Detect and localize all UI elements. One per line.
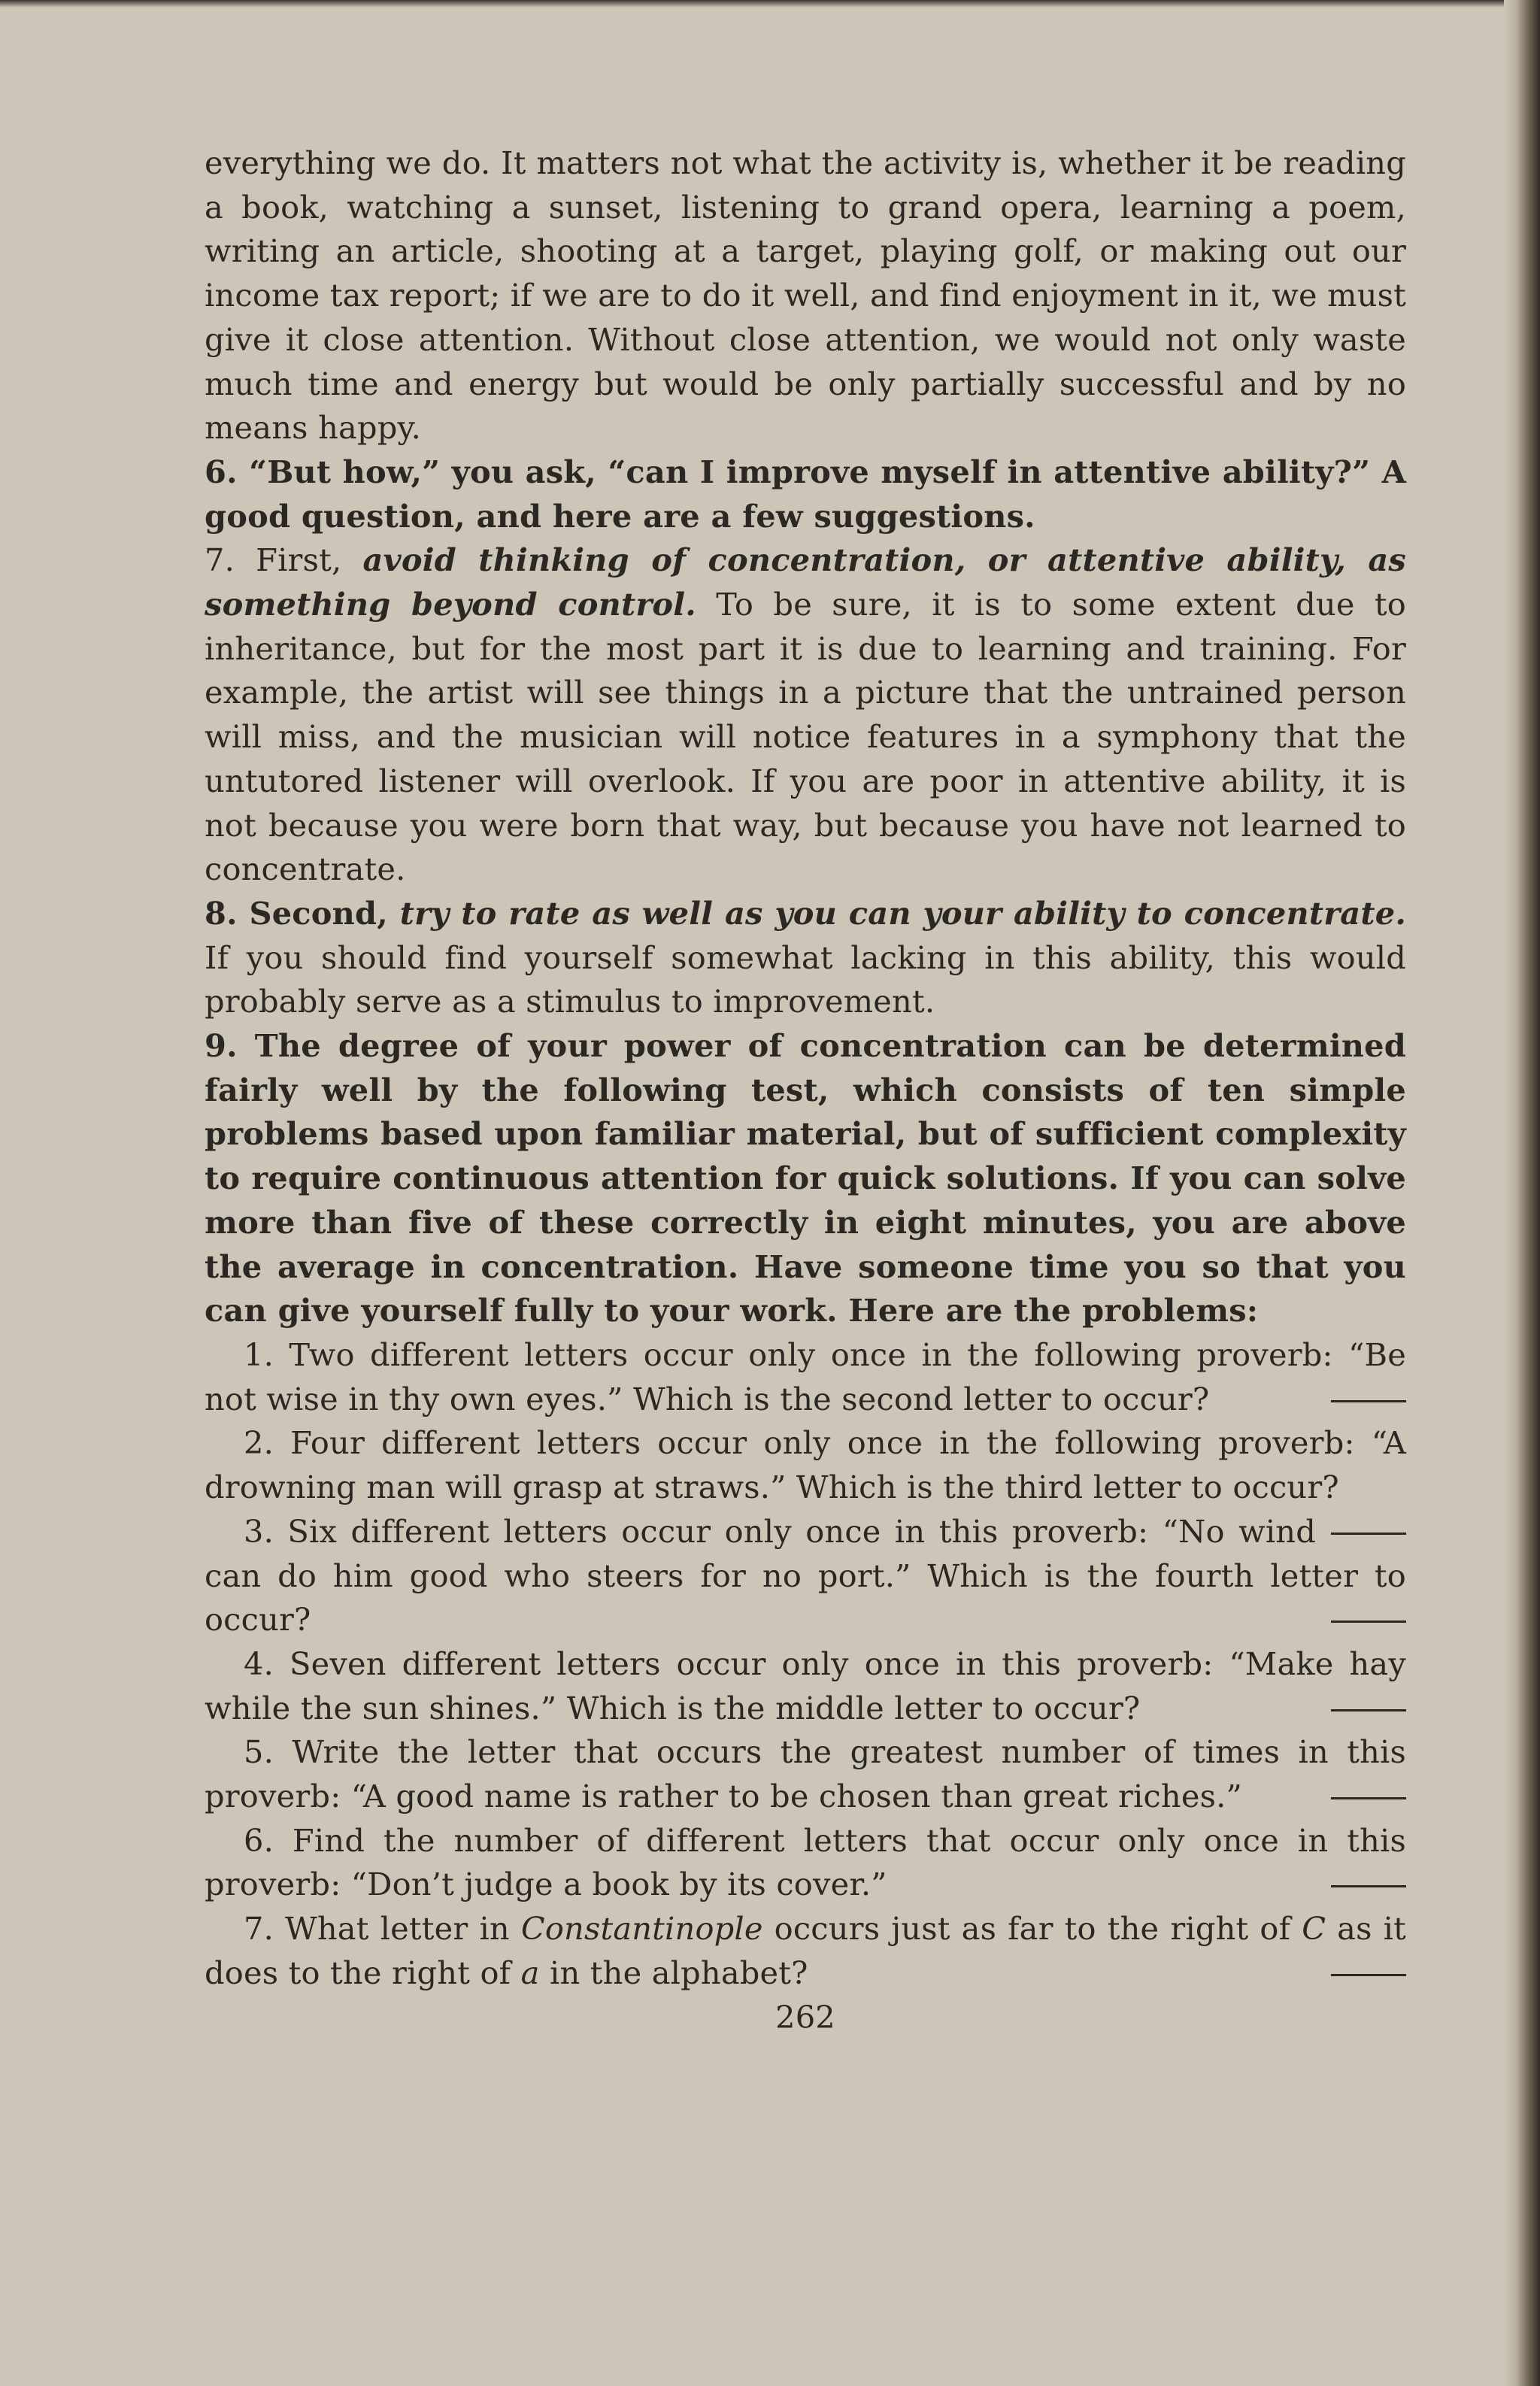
problem-3-text: 3. Six different letters occur only once in this proverb: “No wind can do him good who steers for no port.” Which is the fourth letter to occur? (205, 1512, 1406, 1639)
paragraph-9: 9. The degree of your power of concentration can be determined fairly well by the following test, which consists of ten simple problems based upon familiar material, but of sufficient complexity to require continuous attention for quick solutions. If you can solve more than five of these correctly in eight minutes, you are above the average in concentration. Have someone time you so that you can give yourself fully to your work. Here are the problems: (205, 1027, 1406, 1329)
problem-7-letter-c: C (1302, 1910, 1326, 1948)
problem-4 (205, 1642, 1406, 1730)
answer-blank (1331, 1533, 1406, 1535)
problem-3 (205, 1510, 1406, 1642)
paragraph-7-lead: 7. First, (205, 541, 363, 579)
problem-6-text: 6. Find the number of different letters that occur only once in this proverb: “Don’t judge a book by its cover.” (205, 1821, 1406, 1903)
paragraph-8-rest: If you should find yourself somewhat lacking in this ability, this would probably serve as a stimulus to improvement. (205, 938, 1406, 1020)
paragraph-5-continued: everything we do. It matters not what the activity is, whether it be reading a book, watching a sunset, listening to grand opera, learning a poem, writing an article, shooting at a target, playing golf, or making out our income tax report; if we are to do it well, and find enjoyment in it, we must give it close attention. Without close attention, we would not only waste much time and energy but would be only partially successful and by no means happy. (205, 144, 1406, 447)
page-top-shadow (0, 0, 1540, 8)
problem-7 (205, 1907, 1406, 1995)
paragraph-8 (205, 892, 1406, 1024)
paragraph-7-emphasis: avoid thinking of concentration, or attentive ability, as something beyond control. (205, 541, 1406, 623)
problem-2-text: 2. Four different letters occur only once in the following proverb: “A drowning man will grasp at straws.” Which is the third letter to occur? (205, 1424, 1406, 1506)
book-page (205, 141, 1406, 2039)
problem-5-text: 5. Write the letter that occurs the greatest number of times in this proverb: “A good name is rather to be chosen than great riches.” (205, 1733, 1406, 1815)
problem-1-text: 1. Two different letters occur only once in the following proverb: “Be not wise in thy own eyes.” Which is the second letter to occur? (205, 1335, 1406, 1417)
problem-6 (205, 1819, 1406, 1907)
paragraph-7-rest: To be sure, it is to some extent due to inheritance, but for the most part it is due to learning and training. For example, the artist will see things in a picture that the untrained person will miss, and the musician will notice features in a symphony that the untutored listener will overlook. If you are poor in attentive ability, it is not because you were born that way, but because you have not learned to concentrate. (205, 586, 1406, 888)
problem-7-text-g: in the alphabet? (539, 1954, 808, 1991)
problem-1 (205, 1333, 1406, 1421)
problem-5 (205, 1730, 1406, 1818)
answer-blank (1331, 1620, 1406, 1623)
paragraph-8-emphasis: try to rate as well as you can your ability to concentrate. (399, 894, 1406, 932)
problem-7-text-c: occurs just as far to the right of (762, 1910, 1302, 1948)
paragraph-6: 6. “But how,” you ask, “can I improve myself in attentive ability?” A good question, and here are a few suggestions. (205, 453, 1406, 535)
answer-blank (1331, 1709, 1406, 1711)
problem-7-letter-a: a (520, 1954, 540, 1991)
answer-blank (1331, 1974, 1406, 1976)
answer-blank (1331, 1885, 1406, 1887)
paragraph-8-lead: 8. Second, (205, 894, 400, 932)
page-number: 262 (775, 1998, 835, 2036)
problem-7-text-a: 7. What letter in (244, 1910, 521, 1948)
problem-4-text: 4. Seven different letters occur only once in this proverb: “Make hay while the sun shines.” Which is the middle letter to occur? (205, 1645, 1406, 1727)
answer-blank (1331, 1797, 1406, 1799)
answer-blank (1331, 1400, 1406, 1402)
paragraph-7 (205, 538, 1406, 892)
problem-7-word: Constantinople (520, 1910, 763, 1948)
problem-2 (205, 1421, 1406, 1509)
problem-7-text-e: as it does to the right of (205, 1910, 1406, 1991)
book-spine-edge (1504, 0, 1540, 2386)
